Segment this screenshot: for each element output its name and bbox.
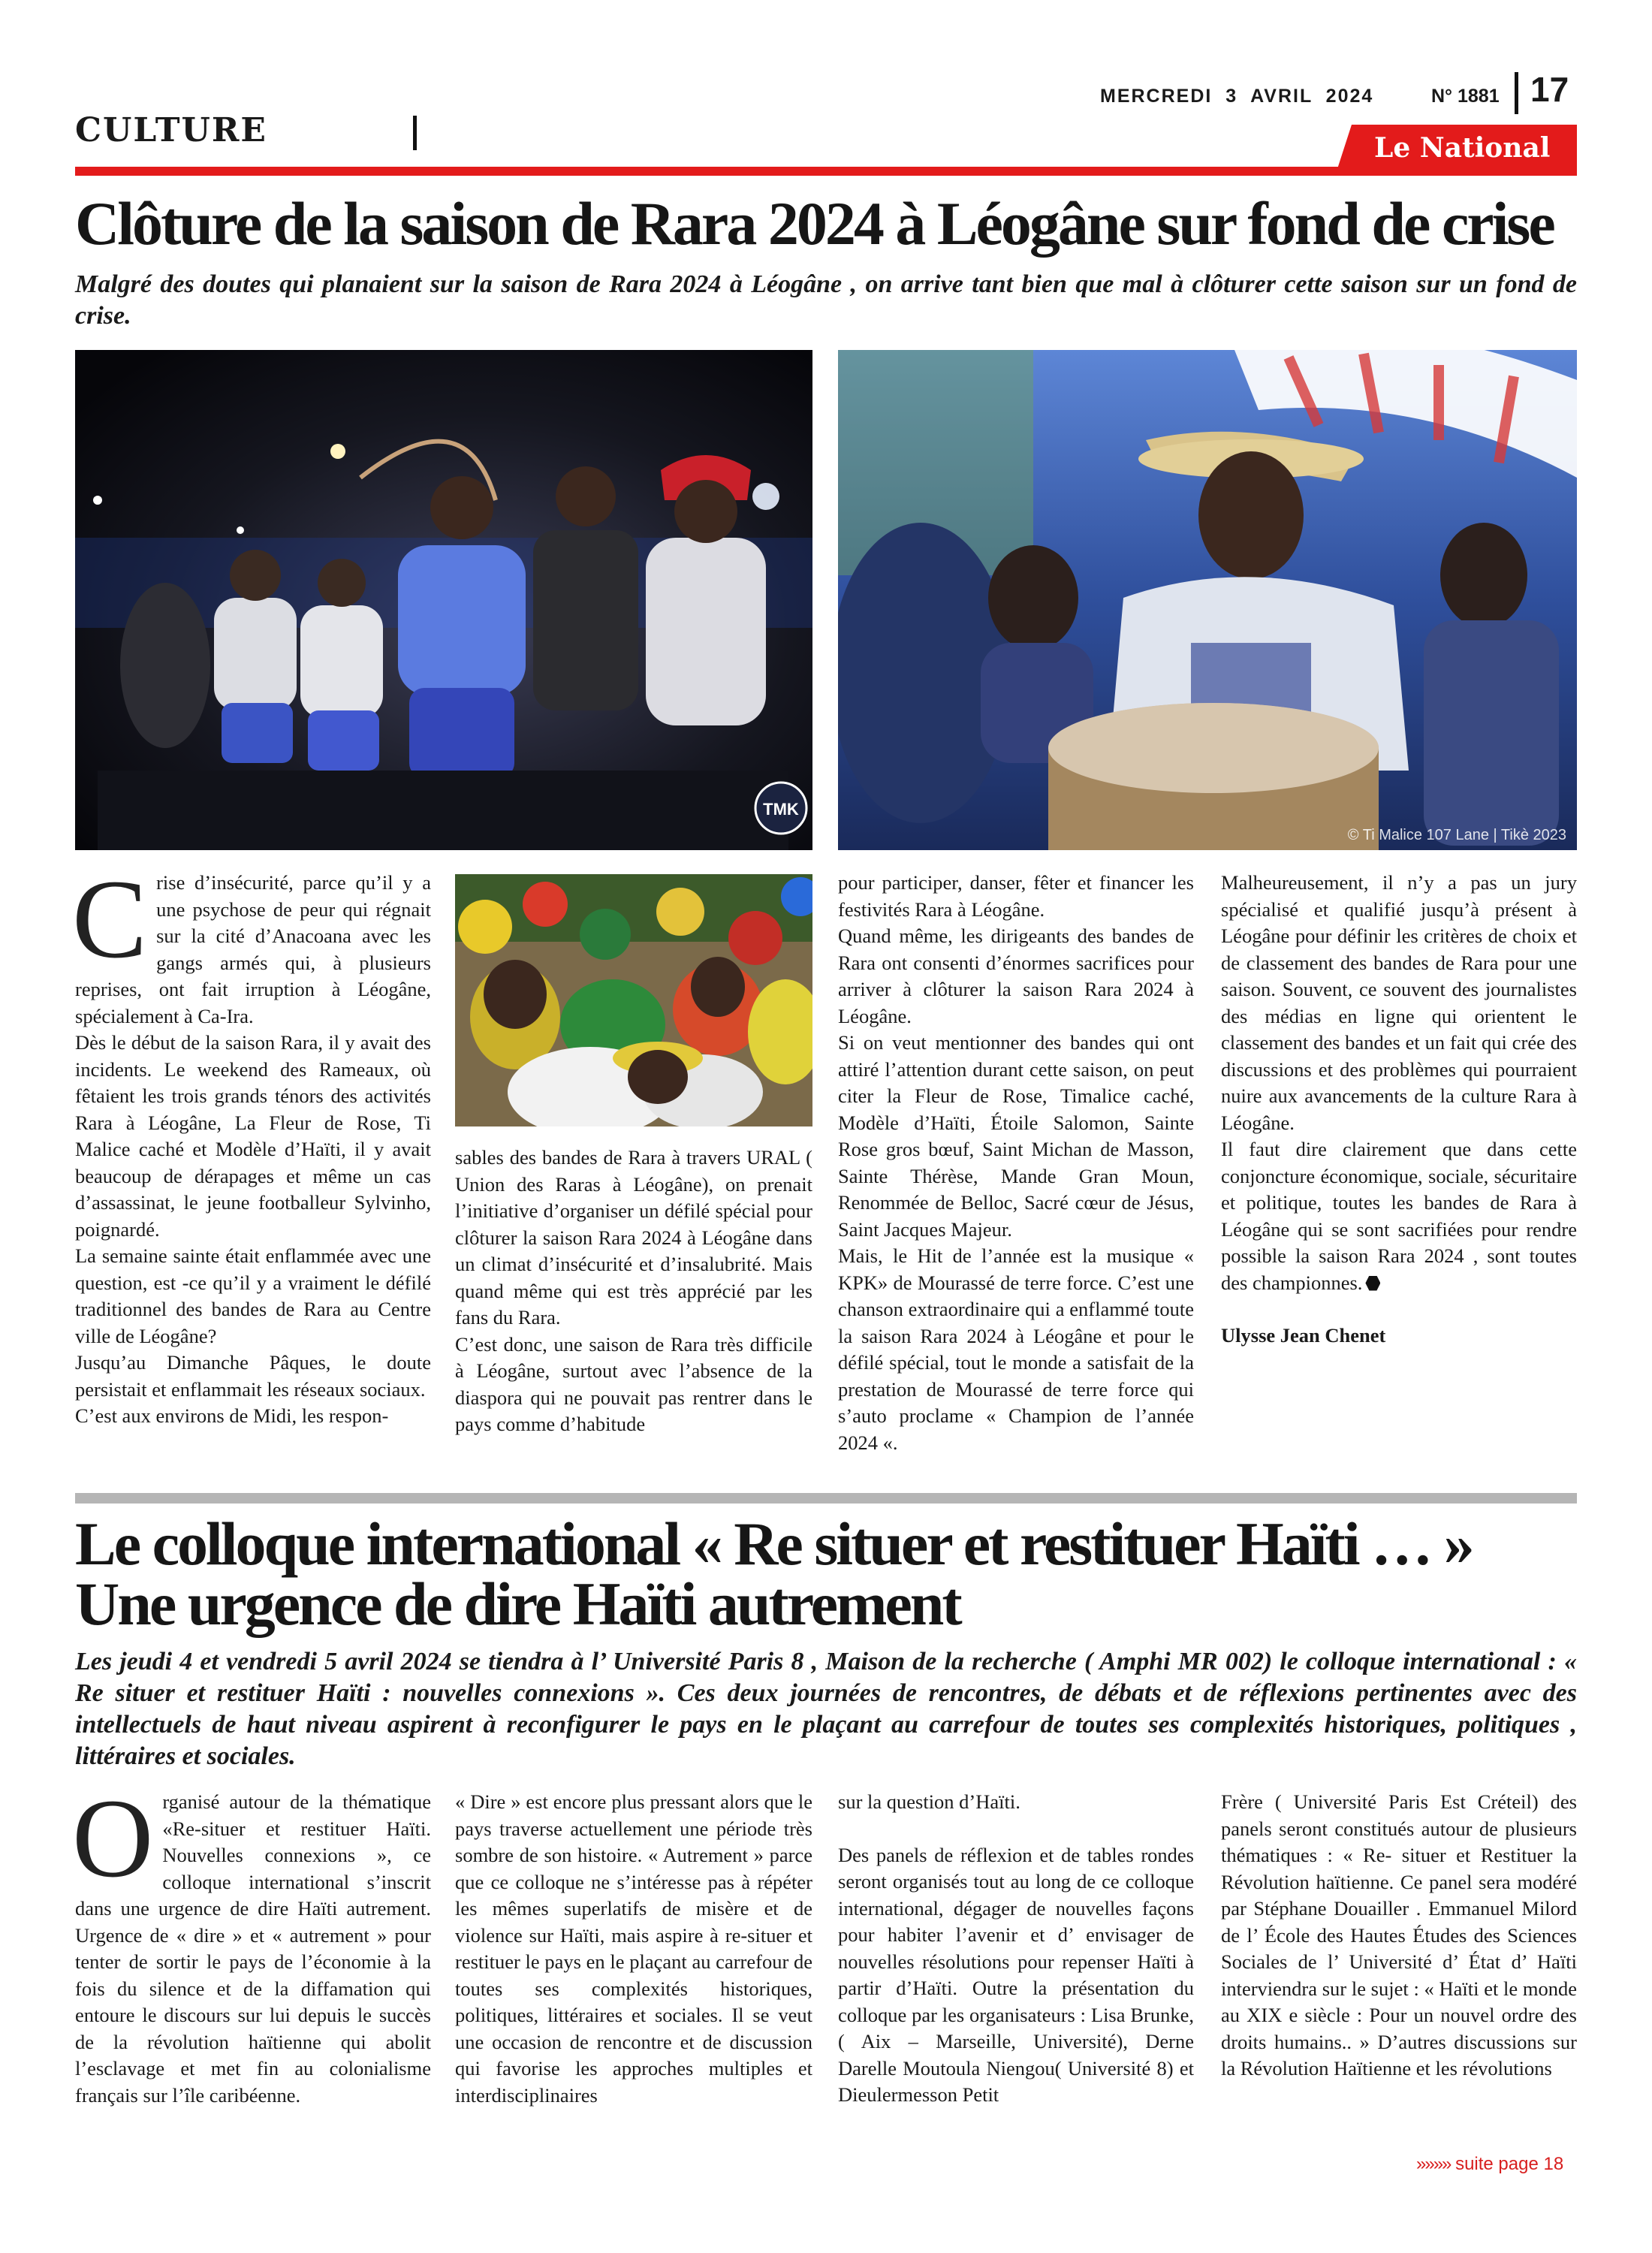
article-lead: Malgré des doutes qui planaient sur la saison de Rara 2024 à Léogâne , on arrive tant bien que mal à clôturer cette saison sur un fond de crise. — [75, 270, 1577, 330]
paragraph: « Dire » est encore plus pressant alors que le pays traverse actuellement une période très sombre de son histoire. « Autrement » parce que ce colloque ne s’intéresse pas à répéter les mêmes superlatifs de misère et de violence sur Haïti, mais aspire à re-situer et restituer le pays en le plaçant au carrefour de toutes ses complexités historiques, politiques, littéraires et sociales. Il se veut une occasion de rencontre et de discussion qui favorise les approches multiples et interdisciplinaires — [455, 1790, 812, 2107]
newspaper-brand: Le National — [1374, 132, 1551, 164]
article2-column-3 — [838, 1789, 1194, 2109]
article1-column-1 — [72, 857, 431, 1430]
article-title: Clôture de la saison de Rara 2024 à Léogâne sur fond de crise — [75, 189, 1554, 258]
issue-date: MERCREDI 3 AVRIL 2024 — [1100, 86, 1374, 107]
article2-column-4 — [1221, 1789, 1577, 2083]
paragraph: sur la question d’Haïti. — [838, 1790, 1020, 1813]
rara-day-crowd-photo — [455, 874, 812, 1126]
paragraph: Quand même, les dirigeants des bandes de Rara ont consenti d’énormes sacrifices pour arriver à clôturer la saison Rara 2024 à Léogâne. — [838, 924, 1194, 1027]
paragraph: pour participer, danser, fêter et financer les festivités Rara à Léogâne. — [838, 871, 1194, 921]
paragraph: rganisé autour de la thématique «Re-situer et restituer Haïti. Nouvelles connexions », ce colloque international s’inscrit dans une urgence de dire Haïti autrement. Urgence de « dire » et « autrement » pour tenter de sortir le pays de l’économie à la fois du silence et de la diffamation qui entoure le discours sur lui depuis le succès de la révolution haïtienne qui abolit l’esclavage et met fin au colonialisme français sur l’île caribéenne. — [75, 1790, 431, 2107]
paragraph: Si on veut mentionner des bandes qui ont attiré l’attention durant cette saison, on peut citer la Fleur de Rose, Timalice caché, Modèle d’Haïti, Étoile Salomon, Sainte Rose gros bœuf, Saint Michan de Masson, Sainte Thérèse, Mande Gran Moun, Renommée de Belloc, Sacré cœur de Jésus, Saint Jacques Majeur. — [838, 1031, 1194, 1241]
article1-column-2 — [455, 1145, 812, 1438]
dropcap: C — [72, 857, 148, 982]
article2-column-1 — [72, 1776, 431, 2109]
paragraph: Mais, le Hit de l’année est la musique « KPK» de Mourassé de terre force. C’est une chanson extraordinaire qui a enflammé toute la saison Rara 2024 à Léogâne et pour le défilé spécial, tout le monde a satisfait de la prestation de Mourassé de terre force qui s’auto proclame « Champion de l’année 2024 «. — [838, 1244, 1194, 1454]
rara-night-crowd-photo — [75, 350, 812, 850]
continue-arrows: »»»» — [1416, 2154, 1451, 2174]
paragraph: sables des bandes de Rara à travers URAL ( Union des Raras à Léogâne), on prenait l’initiative d’organiser un défilé spécial pour clôturer la saison Rara 2024 à Léogâne dans un climat d’insécurité et d’insalubrité. Mais quand même qui est très apprécié par les fans du Rara. — [455, 1146, 812, 1329]
continued-on-page-link[interactable] — [1416, 2154, 1563, 2175]
article2-column-2 — [455, 1789, 812, 2109]
paragraph: Jusqu’au Dimanche Pâques, le doute persistait et enflammait les réseaux sociaux. — [75, 1351, 431, 1401]
photo-credit: © Ti Malice 107 Lane | Tikè 2023 — [1347, 827, 1566, 843]
page-number: 17 — [1530, 70, 1569, 109]
section-divider — [413, 116, 417, 150]
paragraph: La semaine sainte était enflammée avec une question, est -ce qu’il y a vraiment le défilé traditionnel des bandes de Rara au Centre ville de Léogâne? — [75, 1244, 431, 1347]
continue-label: suite page 18 — [1455, 2154, 1564, 2174]
paragraph: Malheureusement, il n’y a pas un jury spécialisé et qualifié jusqu’à présent à Léogâne pour définir les critères de choix et de classement des bandes de Rara pour une saison. Souvent, ce souvent des journalistes des médias en ligne qui orientent le classement des bandes et un fait qui crée des discussions et des problèmes qui pourraient nuire aux avancements de la culture Rara à Léogâne. — [1221, 871, 1577, 1134]
article-separator — [75, 1493, 1577, 1504]
photo-logo: TMK — [763, 800, 799, 819]
section-label: CULTURE — [75, 111, 267, 149]
article2-lead: Les jeudi 4 et vendredi 5 avril 2024 se tiendra à l’ Université Paris 8 , Maison de la recherche ( Amphi MR 002) le colloque international : « Re situer et restituer Haïti : nouvelles connexions ». Ces deux journées de rencontres, de débats et de réflexions pertinentes avec des intellectuels de haut niveau aspirent à reconfigurer le pays en le plaçant au carrefour de toutes ses complexités historiques, politiques , littéraires et sociales. — [75, 1648, 1577, 1770]
end-mark-icon — [1365, 1276, 1380, 1291]
paragraph: Il faut dire clairement que dans cette conjoncture économique, sociale, sécuritaire et politique, toutes les bandes de Rara à Léogâne qui se sont sacrifiées pour rendre possible la saison Rara 2024 , sont toutes des championnes. — [1221, 1138, 1577, 1294]
paragraph: C’est aux environs de Midi, les respon- — [75, 1404, 389, 1427]
dropcap: O — [72, 1776, 154, 1901]
paragraph: C’est donc, une saison de Rara très difficile à Léogâne, surtout avec l’absence de la diaspora qui ne pouvait pas rentrer dans le pays comme d’habitude — [455, 1332, 812, 1435]
paragraph: Des panels de réflexion et de tables rondes seront organisés tout au long de ce colloque international, dégager de nouvelles façons pour habiter l’avenir et d’ envisager de nouvelles résolutions pour repenser Haïti à partir d’Haïti. Outre la présentation du colloque par les organisateurs : Lisa Brunke,( Aix – Marseille, Université), Derne Darelle Moutoula Niengou( Université 8) et Dieulermesson Petit — [838, 1843, 1194, 2106]
issue-number: N° 1881 — [1431, 86, 1500, 107]
article1-column-3 — [838, 870, 1194, 1456]
rara-drummer-photo — [838, 350, 1577, 850]
paragraph: Frère ( Université Paris Est Créteil) des panels seront constitués autour de plusieurs thématiques : « Re- situer et Restituer la Révolution haïtienne. Ce panel sera modéré par Stéphane Douailler . Emmanuel Milord de l’ École des Hautes Études des Sciences Sociales de l’ Université d’ État d’ Haïti interviendra sur le sujet : « Haïti et le monde au XIX e siècle : Pour un nouvel ordre des droits humains.. » D’autres discussions sur la Révolution Haïtienne et les révolutions — [1221, 1790, 1577, 2080]
page-number-divider — [1515, 72, 1518, 114]
author-signature: Ulysse Jean Chenet — [1221, 1324, 1386, 1347]
paragraph: rise d’insécurité, parce qu’il y a une psychose de peur qui régnait sur la cité d’Anacoana avec les gangs armés qui, à plusieurs reprises, ont fait irruption à Léogâne, spécialement à Ca-Ira. — [75, 871, 431, 1027]
article1-column-4 — [1221, 870, 1577, 1350]
article2-title-line-2: Une urgence de dire Haïti autrement — [75, 1570, 960, 1638]
article2-title-line-1: Le colloque international « Re situer et restituer Haïti … » — [75, 1510, 1473, 1578]
paragraph: Dès le début de la saison Rara, il y avait des incidents. Le weekend des Rameaux, où fêtaient les trois grands ténors des activités Rara à Léogâne, La Fleur de Rose, Ti Malice caché et Modèle d’Haïti, il y avait beaucoup de dérapages et même un cas d’assassinat, le jeune footballeur Sylvinho, poignardé. — [75, 1031, 431, 1241]
